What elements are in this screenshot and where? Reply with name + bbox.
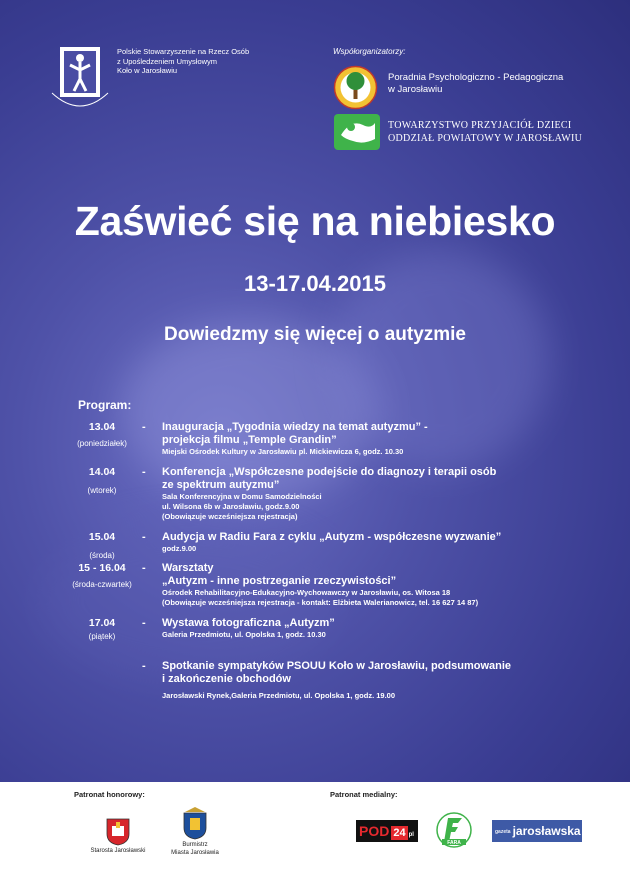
burmistrz-caption: [165, 842, 225, 857]
pod24-number: 24: [393, 827, 406, 839]
event-title: Audycja w Radiu Fara z cyklu „Autyzm - współczesne wyzwanie”: [162, 531, 502, 543]
event-date: 13.04: [88, 421, 116, 433]
event-item: [162, 531, 602, 554]
pod24-main: POD: [359, 823, 390, 839]
event-date: 15 - 16.04: [78, 562, 126, 574]
psouu-logo-icon: [48, 45, 112, 117]
tpd-line: ODDZIAŁ POWIATOWY W JAROSŁAWIU: [388, 133, 583, 144]
event-detail: godz.9.00: [162, 544, 197, 553]
organizer-line: Koło w Jarosławiu: [117, 66, 178, 75]
poradnia-name: [388, 72, 563, 96]
event-detail: Sala Konferencyjna w Domu Samodzielności: [162, 492, 322, 501]
event-title: projekcja filmu „Temple Grandin”: [162, 434, 337, 446]
poradnia-line: w Jarosławiu: [388, 84, 443, 95]
event-item: [162, 466, 602, 522]
honorary-patronage-label: Patronat honorowy:: [74, 790, 145, 799]
event-detail: Galeria Przedmiotu, ul. Opolska 1, godz. 10.30: [162, 630, 326, 639]
radio-fara-logo-icon: [436, 812, 472, 848]
program-label: Program:: [78, 398, 132, 412]
coorganizers-label: Współorganizatorzy:: [333, 47, 406, 56]
event-date: 15.04: [88, 531, 116, 543]
event-day: (poniedziałek): [77, 439, 127, 448]
event-title: ze spektrum autyzmu”: [162, 479, 280, 491]
gazeta-jaroslawska-logo: [492, 820, 582, 842]
event-day: (środa): [89, 551, 115, 560]
poster-subtitle: Dowiedzmy się więcej o autyzmie: [164, 324, 466, 345]
event-dash: -: [142, 562, 146, 574]
event-detail: (Obowiązuje wcześniejsza rejestracja - kontakt: Elżbieta Walerianowicz, tel. 16 627 14 87): [162, 598, 479, 607]
tpd-name: [388, 119, 582, 145]
event-title: Wystawa fotograficzna „Autyzm”: [162, 617, 335, 629]
event-detail: (Obowiązuje wcześniejsza rejestracja): [162, 512, 298, 521]
event-day: (piątek): [88, 632, 116, 641]
event-detail: Miejski Ośrodek Kultury w Jarosławiu pl. Mickiewicza 6, godz. 10.30: [162, 447, 404, 456]
tpd-line: TOWARZYSTWO PRZYJACIÓŁ DZIECI: [388, 120, 572, 131]
organizer-line: z Upośledzeniem Umysłowym: [117, 56, 218, 66]
event-date: 17.04: [88, 617, 116, 629]
event-title: Spotkanie sympatyków PSOUU Koło w Jarosławiu, podsumowanie: [162, 660, 512, 672]
burmistrz-line: Miasta Jarosławia: [171, 849, 219, 856]
header: [0, 0, 630, 160]
event-detail: Ośrodek Rehabilitacyjno-Edukacyjno-Wychowawczy w Jarosławiu, os. Witosa 18: [162, 588, 451, 597]
poradnia-logo-icon: [333, 65, 378, 110]
event-dates: 13-17.04.2015: [244, 271, 386, 296]
jaroslawska-main: jarosławska: [512, 824, 581, 838]
event-dash: -: [142, 660, 146, 672]
event-dash: -: [142, 466, 146, 478]
event-item: [162, 660, 602, 701]
event-date: 14.04: [88, 466, 116, 478]
burmistrz-line: Burmistrz: [182, 842, 208, 848]
event-item: [162, 617, 602, 640]
event-title: i zakończenie obchodów: [162, 673, 291, 685]
poster-title: Zaświeć się na niebiesko: [74, 198, 556, 244]
event-day: (środa-czwartek): [72, 580, 132, 589]
event-title: Konferencja „Współczesne podejście do diagnozy i terapii osób: [162, 466, 497, 478]
media-patronage-label: Patronat medialny:: [330, 790, 398, 799]
event-day: (wtorek): [87, 486, 117, 495]
starosta-crest-icon: [106, 818, 130, 846]
starosta-caption: Starosta Jarosławski: [90, 848, 146, 854]
footer: [0, 782, 630, 885]
event-item: [162, 421, 602, 457]
event-detail: Jarosławski Rynek,Galeria Przedmiotu, ul. Opolska 1, godz. 19.00: [162, 691, 396, 700]
event-title: Inauguracja „Tygodnia wiedzy na temat autyzmu” -: [162, 421, 428, 433]
burmistrz-crest-icon: [182, 806, 208, 840]
svg-text:FARA: FARA: [447, 840, 461, 846]
event-dash: -: [142, 421, 146, 433]
event-dash: -: [142, 617, 146, 629]
poradnia-line: Poradnia Psychologiczno - Pedagogiczna: [388, 72, 564, 83]
event-item: [162, 562, 602, 608]
event-detail: ul. Wilsona 6b w Jarosławiu, godz.9.00: [162, 502, 300, 511]
jaroslawska-prefix: gazeta: [495, 828, 511, 835]
organizer-line: Polskie Stowarzyszenie na Rzecz Osób: [117, 47, 250, 56]
event-title: Warsztaty: [162, 562, 214, 574]
event-title: „Autyzm - inne postrzeganie rzeczywistości”: [162, 575, 397, 587]
pod24-logo: [356, 820, 418, 842]
event-dash: -: [142, 531, 146, 543]
pod24-suffix: pl: [408, 832, 414, 838]
organizer-name: [117, 47, 317, 76]
tpd-logo-icon: [333, 113, 381, 151]
